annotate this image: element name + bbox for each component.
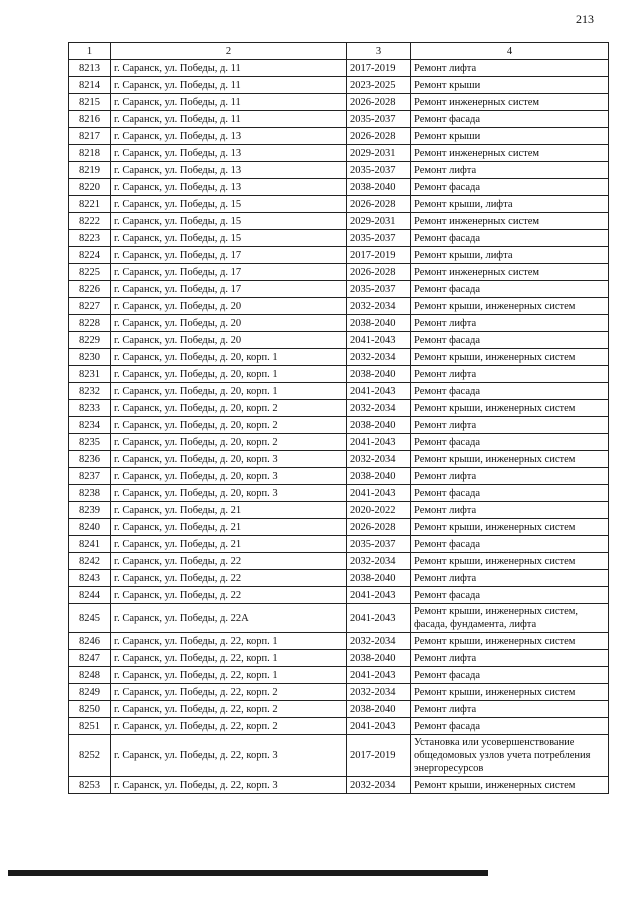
- cell-works: Ремонт крыши, инженерных систем: [411, 349, 609, 366]
- cell-period: 2032-2034: [347, 451, 411, 468]
- cell-number: 8250: [69, 701, 111, 718]
- cell-address: г. Саранск, ул. Победы, д. 15: [111, 230, 347, 247]
- cell-period: 2041-2043: [347, 604, 411, 633]
- cell-address: г. Саранск, ул. Победы, д. 11: [111, 60, 347, 77]
- cell-number: 8244: [69, 587, 111, 604]
- cell-works: Ремонт крыши, инженерных систем: [411, 684, 609, 701]
- table-row: [69, 536, 609, 553]
- table-row: [69, 230, 609, 247]
- cell-address: г. Саранск, ул. Победы, д. 15: [111, 196, 347, 213]
- cell-address: г. Саранск, ул. Победы, д. 20, корп. 3: [111, 451, 347, 468]
- cell-number: 8240: [69, 519, 111, 536]
- table-row: [69, 366, 609, 383]
- table-row: [69, 777, 609, 794]
- cell-number: 8241: [69, 536, 111, 553]
- cell-number: 8237: [69, 468, 111, 485]
- page-number: 213: [576, 12, 594, 26]
- cell-works: Ремонт крыши, инженерных систем: [411, 400, 609, 417]
- cell-period: 2026-2028: [347, 264, 411, 281]
- cell-period: 2032-2034: [347, 298, 411, 315]
- table-row: [69, 264, 609, 281]
- cell-period: 2035-2037: [347, 162, 411, 179]
- table-row: [69, 604, 609, 633]
- cell-number: 8215: [69, 94, 111, 111]
- cell-period: 2032-2034: [347, 633, 411, 650]
- table-row: [69, 451, 609, 468]
- table-row: [69, 434, 609, 451]
- cell-works: Ремонт крыши, инженерных систем, фасада, фундамента, лифта: [411, 604, 609, 633]
- table-row: [69, 400, 609, 417]
- cell-number: 8253: [69, 777, 111, 794]
- cell-works: Ремонт лифта: [411, 315, 609, 332]
- cell-number: 8245: [69, 604, 111, 633]
- column-header-works: 4: [411, 43, 609, 60]
- cell-number: 8249: [69, 684, 111, 701]
- cell-address: г. Саранск, ул. Победы, д. 17: [111, 247, 347, 264]
- cell-number: 8216: [69, 111, 111, 128]
- cell-period: 2041-2043: [347, 587, 411, 604]
- cell-works: Ремонт лифта: [411, 60, 609, 77]
- table-row: [69, 179, 609, 196]
- table-row: [69, 468, 609, 485]
- table-row: [69, 667, 609, 684]
- cell-number: 8230: [69, 349, 111, 366]
- cell-number: 8242: [69, 553, 111, 570]
- cell-address: г. Саранск, ул. Победы, д. 20, корп. 2: [111, 400, 347, 417]
- cell-number: 8223: [69, 230, 111, 247]
- cell-period: 2035-2037: [347, 111, 411, 128]
- cell-address: г. Саранск, ул. Победы, д. 15: [111, 213, 347, 230]
- cell-address: г. Саранск, ул. Победы, д. 20, корп. 1: [111, 349, 347, 366]
- cell-period: 2041-2043: [347, 485, 411, 502]
- cell-address: г. Саранск, ул. Победы, д. 22, корп. 2: [111, 718, 347, 735]
- cell-works: Ремонт фасада: [411, 383, 609, 400]
- cell-period: 2029-2031: [347, 213, 411, 230]
- cell-address: г. Саранск, ул. Победы, д. 20, корп. 3: [111, 485, 347, 502]
- cell-works: Ремонт крыши, лифта: [411, 247, 609, 264]
- cell-number: 8234: [69, 417, 111, 434]
- table-row: [69, 60, 609, 77]
- table-row: [69, 162, 609, 179]
- cell-address: г. Саранск, ул. Победы, д. 22А: [111, 604, 347, 633]
- cell-works: Ремонт крыши: [411, 128, 609, 145]
- cell-address: г. Саранск, ул. Победы, д. 22: [111, 587, 347, 604]
- table-row: [69, 349, 609, 366]
- cell-works: Ремонт лифта: [411, 468, 609, 485]
- cell-number: 8226: [69, 281, 111, 298]
- cell-address: г. Саранск, ул. Победы, д. 17: [111, 281, 347, 298]
- cell-address: г. Саранск, ул. Победы, д. 11: [111, 111, 347, 128]
- cell-number: 8225: [69, 264, 111, 281]
- cell-number: 8229: [69, 332, 111, 349]
- cell-number: 8246: [69, 633, 111, 650]
- cell-address: г. Саранск, ул. Победы, д. 22, корп. 2: [111, 701, 347, 718]
- cell-address: г. Саранск, ул. Победы, д. 20: [111, 298, 347, 315]
- table-row: [69, 247, 609, 264]
- table-row: [69, 553, 609, 570]
- cell-number: 8217: [69, 128, 111, 145]
- cell-works: Ремонт крыши, инженерных систем: [411, 633, 609, 650]
- table-row: [69, 281, 609, 298]
- cell-works: Ремонт фасада: [411, 332, 609, 349]
- table-row: [69, 196, 609, 213]
- cell-address: г. Саранск, ул. Победы, д. 22, корп. 2: [111, 684, 347, 701]
- cell-works: Ремонт инженерных систем: [411, 213, 609, 230]
- cell-period: 2035-2037: [347, 230, 411, 247]
- cell-address: г. Саранск, ул. Победы, д. 13: [111, 145, 347, 162]
- table-body: [69, 60, 609, 794]
- cell-number: 8243: [69, 570, 111, 587]
- column-header-number: 1: [69, 43, 111, 60]
- cell-address: г. Саранск, ул. Победы, д. 22, корп. 1: [111, 633, 347, 650]
- table-row: [69, 650, 609, 667]
- table-row: [69, 519, 609, 536]
- cell-address: г. Саранск, ул. Победы, д. 21: [111, 536, 347, 553]
- cell-number: 8219: [69, 162, 111, 179]
- cell-works: Ремонт фасада: [411, 434, 609, 451]
- cell-period: 2032-2034: [347, 349, 411, 366]
- cell-period: 2032-2034: [347, 400, 411, 417]
- cell-period: 2020-2022: [347, 502, 411, 519]
- cell-number: 8232: [69, 383, 111, 400]
- table-row: [69, 684, 609, 701]
- cell-period: 2017-2019: [347, 60, 411, 77]
- cell-period: 2017-2019: [347, 247, 411, 264]
- scan-edge-bar: [8, 870, 488, 876]
- cell-address: г. Саранск, ул. Победы, д. 20: [111, 315, 347, 332]
- cell-period: 2026-2028: [347, 94, 411, 111]
- cell-works: Ремонт инженерных систем: [411, 264, 609, 281]
- cell-period: 2038-2040: [347, 179, 411, 196]
- cell-period: 2038-2040: [347, 650, 411, 667]
- table-row: [69, 718, 609, 735]
- cell-works: Ремонт фасада: [411, 281, 609, 298]
- cell-works: Ремонт фасада: [411, 485, 609, 502]
- cell-period: 2026-2028: [347, 128, 411, 145]
- cell-works: Ремонт лифта: [411, 650, 609, 667]
- table-row: [69, 111, 609, 128]
- cell-address: г. Саранск, ул. Победы, д. 20, корп. 2: [111, 417, 347, 434]
- cell-works: Ремонт лифта: [411, 162, 609, 179]
- cell-address: г. Саранск, ул. Победы, д. 20, корп. 1: [111, 383, 347, 400]
- cell-number: 8252: [69, 735, 111, 777]
- cell-works: Ремонт фасада: [411, 536, 609, 553]
- cell-period: 2032-2034: [347, 684, 411, 701]
- cell-address: г. Саранск, ул. Победы, д. 13: [111, 162, 347, 179]
- cell-address: г. Саранск, ул. Победы, д. 13: [111, 128, 347, 145]
- table-row: [69, 77, 609, 94]
- cell-period: 2026-2028: [347, 519, 411, 536]
- table-row: [69, 128, 609, 145]
- cell-address: г. Саранск, ул. Победы, д. 11: [111, 94, 347, 111]
- cell-period: 2017-2019: [347, 735, 411, 777]
- cell-period: 2038-2040: [347, 468, 411, 485]
- cell-works: Ремонт крыши, инженерных систем: [411, 553, 609, 570]
- cell-address: г. Саранск, ул. Победы, д. 22: [111, 553, 347, 570]
- column-header-address: 2: [111, 43, 347, 60]
- cell-period: 2041-2043: [347, 667, 411, 684]
- table-row: [69, 735, 609, 777]
- cell-period: 2038-2040: [347, 417, 411, 434]
- cell-works: Ремонт лифта: [411, 701, 609, 718]
- cell-address: г. Саранск, ул. Победы, д. 17: [111, 264, 347, 281]
- cell-period: 2032-2034: [347, 777, 411, 794]
- cell-number: 8247: [69, 650, 111, 667]
- cell-number: 8218: [69, 145, 111, 162]
- cell-works: Ремонт фасада: [411, 230, 609, 247]
- table-row: [69, 145, 609, 162]
- cell-works: Ремонт лифта: [411, 570, 609, 587]
- cell-works: Ремонт фасада: [411, 718, 609, 735]
- table-row: [69, 298, 609, 315]
- repair-schedule-table: [68, 42, 609, 794]
- header-row: [69, 43, 609, 60]
- cell-address: г. Саранск, ул. Победы, д. 20, корп. 1: [111, 366, 347, 383]
- table-row: [69, 570, 609, 587]
- table-row: [69, 485, 609, 502]
- cell-number: 8239: [69, 502, 111, 519]
- cell-number: 8235: [69, 434, 111, 451]
- cell-works: Ремонт инженерных систем: [411, 145, 609, 162]
- table-row: [69, 332, 609, 349]
- cell-period: 2038-2040: [347, 315, 411, 332]
- cell-period: 2029-2031: [347, 145, 411, 162]
- cell-period: 2035-2037: [347, 281, 411, 298]
- cell-number: 8222: [69, 213, 111, 230]
- cell-address: г. Саранск, ул. Победы, д. 22, корп. 3: [111, 735, 347, 777]
- cell-number: 8228: [69, 315, 111, 332]
- cell-period: 2035-2037: [347, 536, 411, 553]
- cell-works: Ремонт крыши, лифта: [411, 196, 609, 213]
- cell-number: 8221: [69, 196, 111, 213]
- table-row: [69, 633, 609, 650]
- cell-address: г. Саранск, ул. Победы, д. 20, корп. 3: [111, 468, 347, 485]
- table-row: [69, 383, 609, 400]
- cell-works: Ремонт фасада: [411, 587, 609, 604]
- cell-address: г. Саранск, ул. Победы, д. 22, корп. 1: [111, 667, 347, 684]
- cell-number: 8231: [69, 366, 111, 383]
- cell-period: 2023-2025: [347, 77, 411, 94]
- cell-address: г. Саранск, ул. Победы, д. 20: [111, 332, 347, 349]
- cell-number: 8248: [69, 667, 111, 684]
- cell-address: г. Саранск, ул. Победы, д. 21: [111, 519, 347, 536]
- cell-period: 2041-2043: [347, 332, 411, 349]
- cell-period: 2038-2040: [347, 570, 411, 587]
- cell-works: Ремонт крыши, инженерных систем: [411, 519, 609, 536]
- cell-works: Установка или усовершенствование общедомовых узлов учета потребления энергоресурсов: [411, 735, 609, 777]
- cell-period: 2041-2043: [347, 383, 411, 400]
- cell-number: 8224: [69, 247, 111, 264]
- cell-works: Ремонт крыши: [411, 77, 609, 94]
- cell-address: г. Саранск, ул. Победы, д. 11: [111, 77, 347, 94]
- table-row: [69, 417, 609, 434]
- cell-period: 2038-2040: [347, 701, 411, 718]
- table-row: [69, 502, 609, 519]
- cell-address: г. Саранск, ул. Победы, д. 21: [111, 502, 347, 519]
- cell-address: г. Саранск, ул. Победы, д. 13: [111, 179, 347, 196]
- cell-number: 8213: [69, 60, 111, 77]
- cell-address: г. Саранск, ул. Победы, д. 20, корп. 2: [111, 434, 347, 451]
- cell-number: 8220: [69, 179, 111, 196]
- cell-works: Ремонт лифта: [411, 502, 609, 519]
- cell-works: Ремонт инженерных систем: [411, 94, 609, 111]
- cell-address: г. Саранск, ул. Победы, д. 22, корп. 1: [111, 650, 347, 667]
- cell-period: 2041-2043: [347, 434, 411, 451]
- table-row: [69, 213, 609, 230]
- cell-number: 8236: [69, 451, 111, 468]
- cell-works: Ремонт лифта: [411, 417, 609, 434]
- cell-works: Ремонт лифта: [411, 366, 609, 383]
- cell-works: Ремонт крыши, инженерных систем: [411, 298, 609, 315]
- cell-address: г. Саранск, ул. Победы, д. 22, корп. 3: [111, 777, 347, 794]
- table-row: [69, 315, 609, 332]
- cell-works: Ремонт фасада: [411, 667, 609, 684]
- cell-number: 8251: [69, 718, 111, 735]
- cell-period: 2026-2028: [347, 196, 411, 213]
- cell-number: 8227: [69, 298, 111, 315]
- cell-number: 8238: [69, 485, 111, 502]
- table-row: [69, 94, 609, 111]
- cell-works: Ремонт фасада: [411, 179, 609, 196]
- table-row: [69, 587, 609, 604]
- cell-works: Ремонт крыши, инженерных систем: [411, 451, 609, 468]
- cell-works: Ремонт фасада: [411, 111, 609, 128]
- cell-number: 8214: [69, 77, 111, 94]
- table-row: [69, 701, 609, 718]
- column-header-period: 3: [347, 43, 411, 60]
- cell-address: г. Саранск, ул. Победы, д. 22: [111, 570, 347, 587]
- cell-number: 8233: [69, 400, 111, 417]
- cell-period: 2038-2040: [347, 366, 411, 383]
- cell-period: 2032-2034: [347, 553, 411, 570]
- cell-period: 2041-2043: [347, 718, 411, 735]
- cell-works: Ремонт крыши, инженерных систем: [411, 777, 609, 794]
